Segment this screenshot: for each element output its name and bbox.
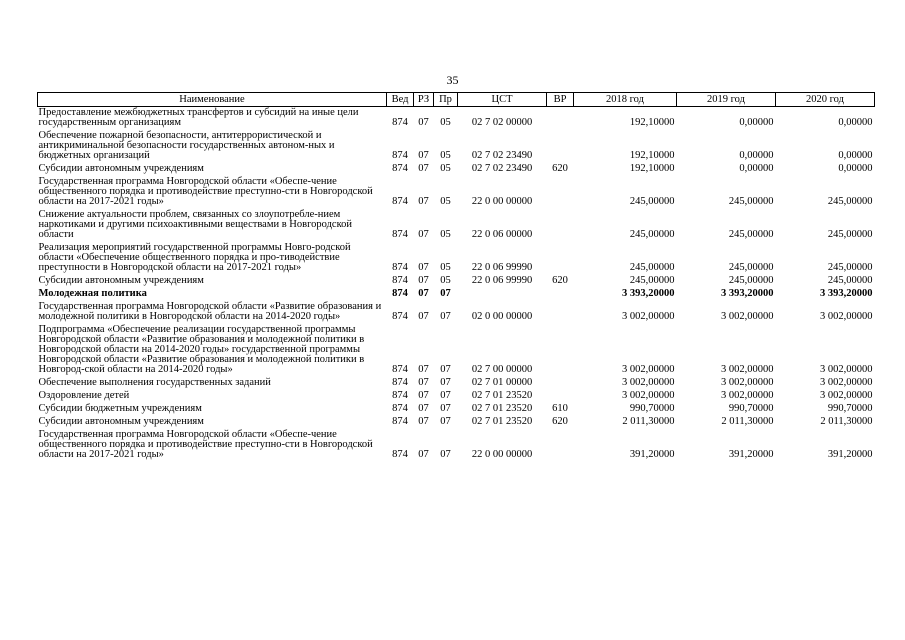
cell-name: Государственная программа Новгородской области «Обеспе-чение общественного порядка и противодействие преступно-сти в Новгородской области на 2017-2021 годы» bbox=[38, 429, 373, 460]
cell-2020: 245,00000 bbox=[827, 275, 873, 286]
cell-2018: 192,10000 bbox=[629, 117, 675, 128]
cell-vr bbox=[547, 130, 574, 163]
table-row bbox=[38, 301, 875, 324]
cell-2019: 3 002,00000 bbox=[721, 390, 774, 401]
cell-ved: 874 bbox=[392, 364, 408, 375]
cell-2020: 391,20000 bbox=[827, 449, 873, 460]
cell-pr: 07 bbox=[440, 390, 451, 401]
cell-vr bbox=[547, 377, 574, 390]
header-2019: 2019 год bbox=[677, 93, 776, 107]
cell-2019: 245,00000 bbox=[728, 196, 774, 207]
cell-name: Оздоровление детей bbox=[38, 390, 130, 401]
cell-cst: 22 0 06 00000 bbox=[471, 229, 533, 240]
cell-2019: 3 393,20000 bbox=[721, 288, 774, 299]
cell-cst: 02 7 02 23490 bbox=[471, 150, 533, 161]
cell-ved: 874 bbox=[392, 229, 408, 240]
cell-2020: 0,00000 bbox=[838, 150, 873, 161]
cell-2018: 3 002,00000 bbox=[622, 364, 675, 375]
cell-pr: 05 bbox=[440, 229, 451, 240]
cell-rz: 07 bbox=[418, 229, 429, 240]
cell-rz: 07 bbox=[418, 416, 429, 427]
cell-2018: 391,20000 bbox=[629, 449, 675, 460]
cell-cst: 02 7 02 00000 bbox=[471, 117, 533, 128]
table-header-row bbox=[38, 93, 875, 107]
table-row bbox=[38, 209, 875, 242]
cell-pr: 07 bbox=[440, 377, 451, 388]
cell-vr bbox=[547, 390, 574, 403]
cell-ved: 874 bbox=[392, 163, 408, 174]
cell-rz: 07 bbox=[418, 449, 429, 460]
cell-pr: 07 bbox=[440, 311, 451, 322]
cell-ved: 874 bbox=[392, 196, 408, 207]
cell-ved: 874 bbox=[392, 117, 408, 128]
cell-name: Субсидии бюджетным учреждениям bbox=[38, 403, 202, 414]
cell-name: Субсидии автономным учреждениям bbox=[38, 163, 204, 174]
cell-pr: 05 bbox=[440, 117, 451, 128]
table-row bbox=[38, 377, 875, 390]
cell-ved: 874 bbox=[392, 377, 408, 388]
cell-2020: 3 393,20000 bbox=[820, 288, 873, 299]
cell-cst: 02 7 00 00000 bbox=[471, 364, 533, 375]
cell-pr: 05 bbox=[440, 196, 451, 207]
cell-vr bbox=[547, 107, 574, 131]
cell-ved: 874 bbox=[392, 449, 408, 460]
table-row bbox=[38, 390, 875, 403]
cell-vr bbox=[547, 176, 574, 209]
cell-name: Субсидии автономным учреждениям bbox=[38, 416, 204, 427]
table-row bbox=[38, 429, 875, 462]
table-row bbox=[38, 130, 875, 163]
cell-pr: 05 bbox=[440, 262, 451, 273]
cell-rz: 07 bbox=[418, 311, 429, 322]
cell-name: Субсидии автономным учреждениям bbox=[38, 275, 204, 286]
cell-rz: 07 bbox=[418, 403, 429, 414]
cell-2020: 0,00000 bbox=[838, 163, 873, 174]
cell-2020: 245,00000 bbox=[827, 229, 873, 240]
budget-table bbox=[37, 92, 875, 462]
cell-cst: 02 7 01 23520 bbox=[471, 416, 533, 427]
cell-2018: 245,00000 bbox=[629, 229, 675, 240]
cell-2019: 990,70000 bbox=[728, 403, 774, 414]
cell-2018: 245,00000 bbox=[629, 262, 675, 273]
cell-ved: 874 bbox=[392, 288, 408, 299]
table-row bbox=[38, 403, 875, 416]
cell-rz: 07 bbox=[418, 117, 429, 128]
cell-2018: 3 002,00000 bbox=[622, 377, 675, 388]
cell-name: Снижение актуальности проблем, связанных со злоупотребле-нием наркотиками и другими психоактивными веществами в Новгородской области bbox=[38, 209, 353, 240]
cell-2019: 0,00000 bbox=[739, 150, 774, 161]
cell-2018: 245,00000 bbox=[629, 196, 675, 207]
page-number: 35 bbox=[446, 73, 459, 87]
cell-ved: 874 bbox=[392, 403, 408, 414]
cell-2019: 245,00000 bbox=[728, 229, 774, 240]
cell-rz: 07 bbox=[418, 377, 429, 388]
cell-rz: 07 bbox=[418, 288, 429, 299]
cell-2018: 990,70000 bbox=[629, 403, 675, 414]
table-row bbox=[38, 416, 875, 429]
cell-cst: 02 7 01 23520 bbox=[471, 390, 533, 401]
cell-name: Государственная программа Новгородской области «Обеспе-чение общественного порядка и противодействие преступно-сти в Новгородской области на 2017-2021 годы» bbox=[38, 176, 373, 207]
cell-vr bbox=[547, 324, 574, 377]
cell-2020: 245,00000 bbox=[827, 196, 873, 207]
cell-2019: 245,00000 bbox=[728, 275, 774, 286]
cell-cst: 22 0 06 99990 bbox=[471, 275, 533, 286]
cell-cst: 02 7 02 23490 bbox=[471, 163, 533, 174]
table-row bbox=[38, 107, 875, 131]
cell-name: Обеспечение выполнения государственных заданий bbox=[38, 377, 271, 388]
cell-2018: 3 393,20000 bbox=[622, 288, 675, 299]
cell-name: Предоставление межбюджетных трансфертов и субсидий на иные цели государственным организациям bbox=[38, 107, 359, 128]
cell-vr: 610 bbox=[552, 403, 568, 414]
cell-vr bbox=[547, 242, 574, 275]
cell-2018: 245,00000 bbox=[629, 275, 675, 286]
cell-2020: 990,70000 bbox=[827, 403, 873, 414]
cell-2020: 2 011,30000 bbox=[820, 416, 873, 427]
cell-2020: 3 002,00000 bbox=[820, 311, 873, 322]
header-2018: 2018 год bbox=[574, 93, 677, 107]
header-cst: ЦСТ bbox=[458, 93, 547, 107]
cell-pr: 05 bbox=[440, 275, 451, 286]
cell-2020: 3 002,00000 bbox=[820, 377, 873, 388]
cell-pr: 07 bbox=[440, 364, 451, 375]
table-row bbox=[38, 163, 875, 176]
cell-rz: 07 bbox=[418, 163, 429, 174]
cell-cst: 02 7 01 23520 bbox=[471, 403, 533, 414]
cell-vr: 620 bbox=[552, 275, 568, 286]
cell-pr: 07 bbox=[440, 403, 451, 414]
cell-rz: 07 bbox=[418, 390, 429, 401]
cell-cst bbox=[458, 288, 547, 301]
cell-2018: 192,10000 bbox=[629, 163, 675, 174]
cell-name: Обеспечение пожарной безопасности, антитеррористической и антикриминальной безопасности государственных автоном-ных и бюджетных организаций bbox=[38, 130, 335, 161]
header-name: Наименование bbox=[38, 93, 387, 107]
cell-2019: 0,00000 bbox=[739, 163, 774, 174]
cell-cst: 02 0 00 00000 bbox=[471, 311, 533, 322]
cell-2020: 0,00000 bbox=[838, 117, 873, 128]
header-ved: Вед bbox=[387, 93, 414, 107]
cell-2019: 3 002,00000 bbox=[721, 377, 774, 388]
cell-ved: 874 bbox=[392, 311, 408, 322]
cell-2018: 3 002,00000 bbox=[622, 390, 675, 401]
cell-pr: 05 bbox=[440, 163, 451, 174]
cell-vr: 620 bbox=[552, 163, 568, 174]
cell-ved: 874 bbox=[392, 150, 408, 161]
cell-vr: 620 bbox=[552, 416, 568, 427]
cell-2020: 3 002,00000 bbox=[820, 390, 873, 401]
cell-2019: 3 002,00000 bbox=[721, 364, 774, 375]
cell-pr: 07 bbox=[440, 288, 451, 299]
cell-rz: 07 bbox=[418, 196, 429, 207]
cell-cst: 22 0 00 00000 bbox=[471, 449, 533, 460]
cell-ved: 874 bbox=[392, 416, 408, 427]
cell-vr bbox=[547, 429, 574, 462]
header-vr: ВР bbox=[547, 93, 574, 107]
cell-ved: 874 bbox=[392, 275, 408, 286]
cell-rz: 07 bbox=[418, 262, 429, 273]
cell-2018: 3 002,00000 bbox=[622, 311, 675, 322]
header-rz: РЗ bbox=[414, 93, 434, 107]
header-pr: Пр bbox=[434, 93, 458, 107]
cell-pr: 07 bbox=[440, 449, 451, 460]
cell-rz: 07 bbox=[418, 275, 429, 286]
cell-ved: 874 bbox=[392, 390, 408, 401]
table-body bbox=[38, 107, 875, 463]
cell-2018: 192,10000 bbox=[629, 150, 675, 161]
cell-name: Государственная программа Новгородской области «Развитие образования и молодежной политики в Новгородской области на 2014-2020 годы» bbox=[38, 301, 382, 322]
cell-2019: 245,00000 bbox=[728, 262, 774, 273]
cell-2019: 2 011,30000 bbox=[721, 416, 774, 427]
cell-vr bbox=[547, 209, 574, 242]
cell-pr: 07 bbox=[440, 416, 451, 427]
cell-pr: 05 bbox=[440, 150, 451, 161]
cell-2019: 391,20000 bbox=[728, 449, 774, 460]
cell-2019: 0,00000 bbox=[739, 117, 774, 128]
table-row bbox=[38, 275, 875, 288]
cell-rz: 07 bbox=[418, 364, 429, 375]
cell-name: Молодежная политика bbox=[38, 288, 147, 299]
cell-rz: 07 bbox=[418, 150, 429, 161]
cell-name: Реализация мероприятий государственной программы Новго-родской области «Обеспечение общественного порядка и про-тиводействие преступности в Новгородской области на 2017-2021 годы» bbox=[38, 242, 351, 273]
cell-2018: 2 011,30000 bbox=[622, 416, 675, 427]
table-row bbox=[38, 288, 875, 301]
cell-2020: 3 002,00000 bbox=[820, 364, 873, 375]
cell-cst: 22 0 00 00000 bbox=[471, 196, 533, 207]
table-row bbox=[38, 242, 875, 275]
table-row bbox=[38, 176, 875, 209]
cell-ved: 874 bbox=[392, 262, 408, 273]
cell-vr bbox=[547, 301, 574, 324]
cell-2020: 245,00000 bbox=[827, 262, 873, 273]
header-2020: 2020 год bbox=[776, 93, 875, 107]
cell-2019: 3 002,00000 bbox=[721, 311, 774, 322]
cell-cst: 02 7 01 00000 bbox=[471, 377, 533, 388]
cell-cst: 22 0 06 99990 bbox=[471, 262, 533, 273]
cell-vr bbox=[547, 288, 574, 301]
cell-name: Подпрограмма «Обеспечение реализации государственной программы Новгородской области «Развитие образования и молодежной политики в Новгородской области на 2014-2020 годы» государственной программы Новгородской области «Развитие образования и молодежной политики в Новгород-ской области на 2014-2020 годы» bbox=[38, 324, 365, 375]
table-row bbox=[38, 324, 875, 377]
